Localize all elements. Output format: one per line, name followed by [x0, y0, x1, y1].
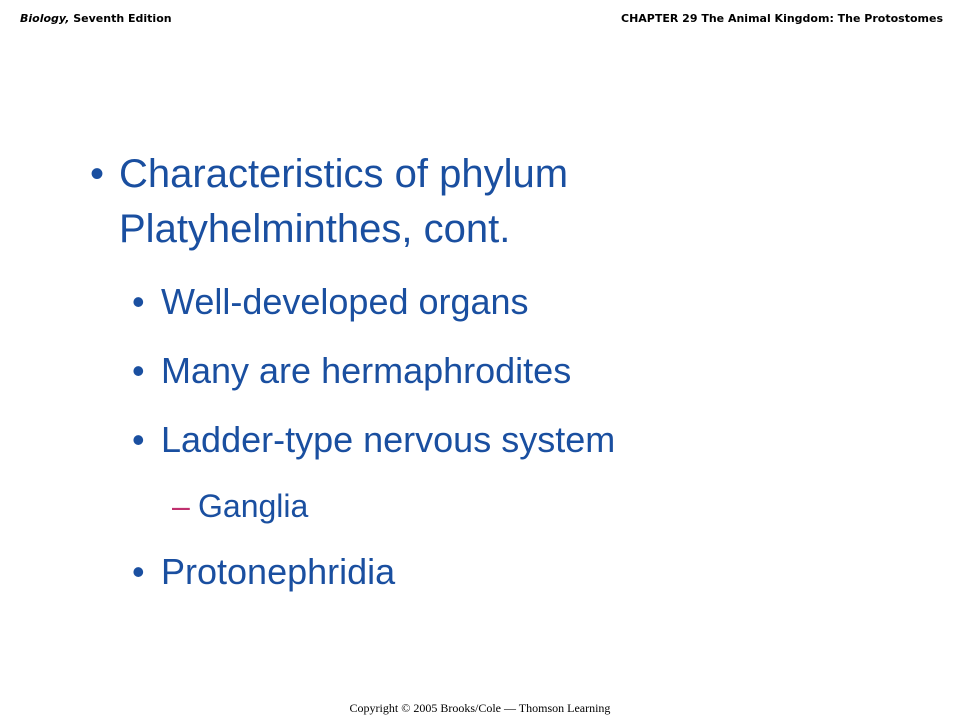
book-title: Biology, — [20, 12, 70, 25]
sub-point-text: Many are hermaphrodites — [161, 350, 572, 391]
sub-point-text: Well-developed organs — [161, 281, 529, 322]
dash-icon: – — [172, 488, 190, 524]
sub-point-text: Ladder-type nervous system — [161, 419, 616, 460]
bullet-icon: • — [132, 350, 145, 391]
main-point-line-1: Characteristics of phylum — [119, 152, 569, 196]
sub-sub-point-text: Ganglia — [198, 488, 309, 524]
bullet-icon: • — [132, 419, 145, 460]
bullet-icon: • — [90, 152, 105, 196]
book-edition: Seventh Edition — [69, 12, 172, 25]
bullet-icon: • — [132, 281, 145, 322]
main-point-text — [119, 147, 568, 257]
sub-point-text: Protonephridia — [161, 551, 396, 592]
header-chapter: CHAPTER 29 The Animal Kingdom: The Protostomes — [621, 12, 943, 25]
copyright-footer: Copyright © 2005 Brooks/Cole — Thomson Learning — [349, 701, 611, 715]
main-point-line-2: Platyhelminthes, cont. — [119, 207, 511, 251]
bullet-icon: • — [132, 551, 145, 592]
